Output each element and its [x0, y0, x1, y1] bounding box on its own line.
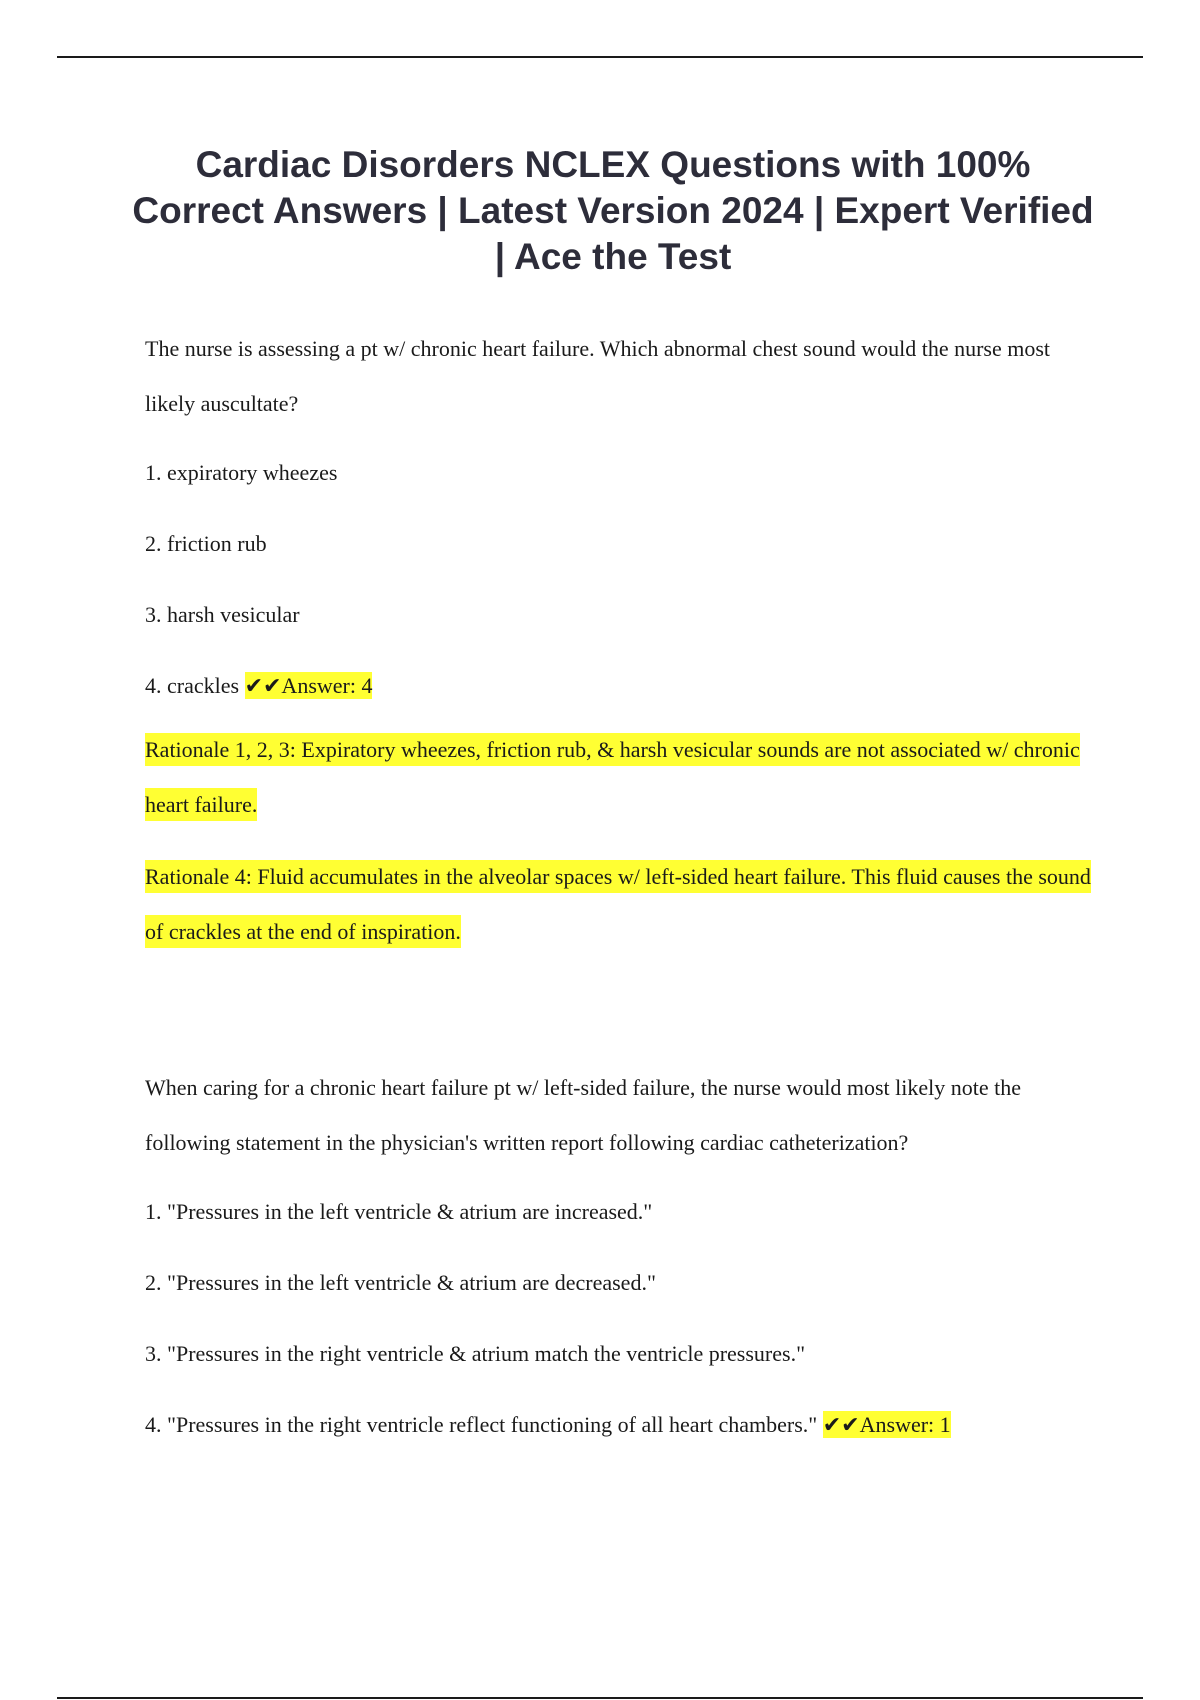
question-stem: When caring for a chronic heart failure pt w/ left-sided failure, the nurse would most likely note the following statement in the physician's written report following cardiac catheterization?	[145, 1075, 1022, 1155]
rationale-1	[145, 722, 1105, 832]
document-title: Cardiac Disorders NCLEX Questions with 100% Correct Answers | Latest Version 2024 | Expert Verified | Ace the Test	[132, 144, 1094, 277]
option-text: 4. crackles	[145, 673, 240, 698]
question-stem: The nurse is assessing a pt w/ chronic heart failure. Which abnormal chest sound would the nurse most likely auscultate?	[145, 336, 1051, 416]
option-2: 2. "Pressures in the left ventricle & atrium are decreased."	[145, 1270, 656, 1295]
option-3: 3. harsh vesicular	[145, 602, 300, 627]
top-rule	[57, 56, 1143, 58]
rationale-2	[145, 849, 1105, 959]
rationale-highlight: Rationale 4: Fluid accumulates in the alveolar spaces w/ left-sided heart failure. This fluid causes the sound of crackles at the end of inspiration.	[145, 860, 1091, 948]
document-body	[145, 330, 1105, 1439]
rationale-highlight: Rationale 1, 2, 3: Expiratory wheezes, friction rub, & harsh vesicular sounds are not associated w/ chronic heart failure.	[145, 733, 1080, 821]
option-4	[145, 672, 1105, 700]
answer-highlight: ✔✔Answer: 1	[822, 1412, 951, 1437]
answer-highlight: ✔✔Answer: 4	[244, 673, 373, 698]
question-2	[145, 1060, 1105, 1439]
option-1: 1. expiratory wheezes	[145, 460, 338, 485]
question-1	[145, 321, 1105, 959]
option-3: 3. "Pressures in the right ventricle & atrium match the ventricle pressures."	[145, 1341, 806, 1366]
option-text: 4. "Pressures in the right ventricle reflect functioning of all heart chambers."	[145, 1412, 818, 1437]
option-4	[145, 1411, 1105, 1439]
option-1: 1. "Pressures in the left ventricle & atrium are increased."	[145, 1199, 653, 1224]
option-2: 2. friction rub	[145, 531, 267, 556]
bottom-rule	[57, 1697, 1143, 1699]
